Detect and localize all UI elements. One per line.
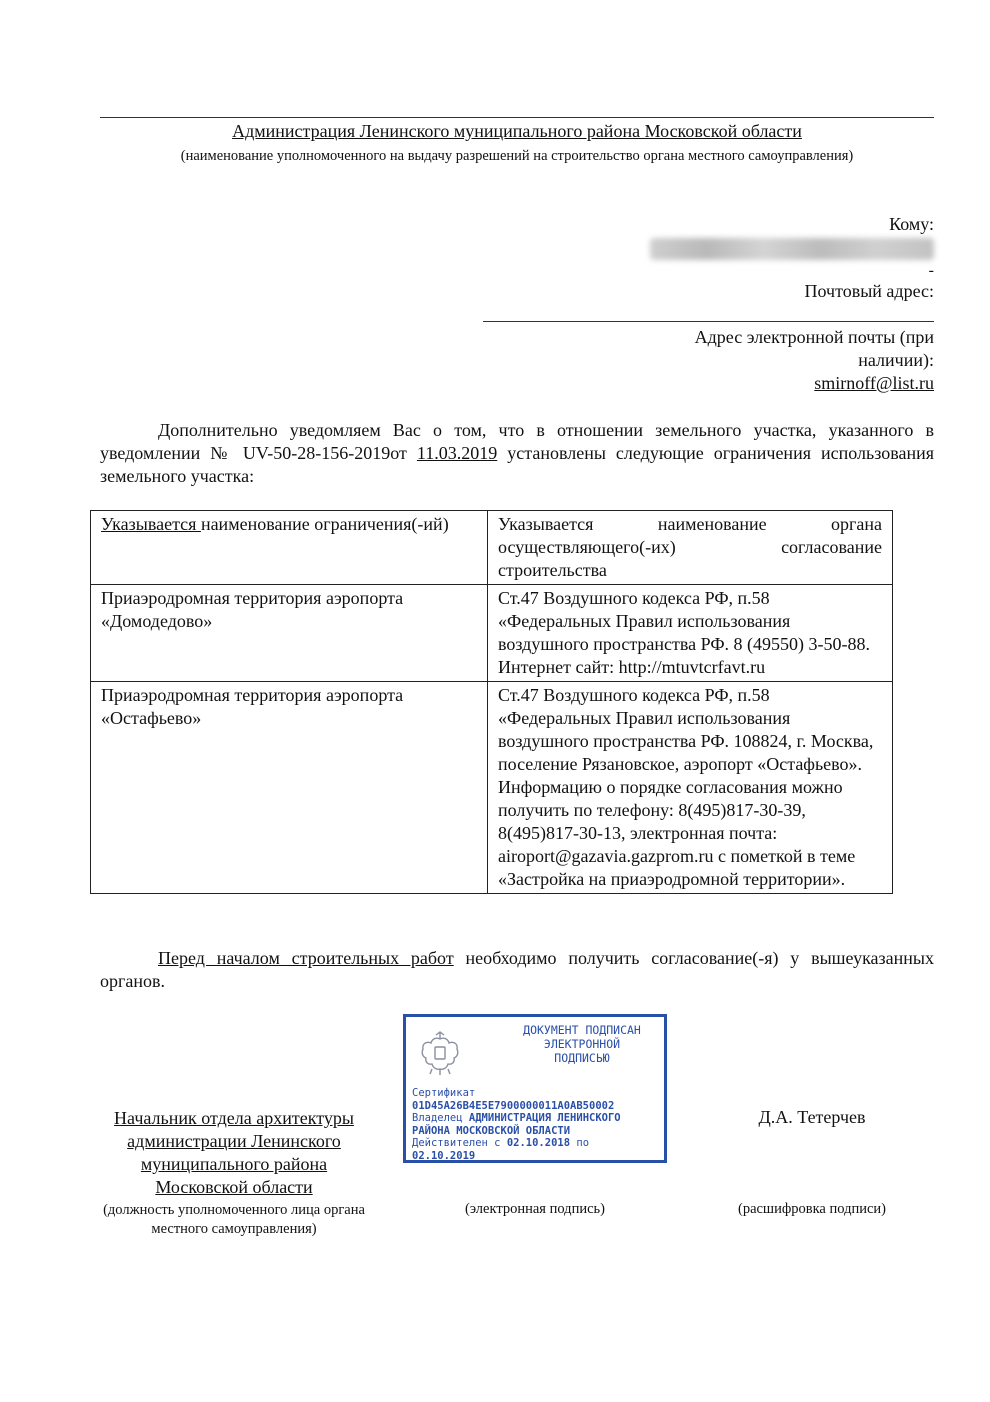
table-row [91,682,893,894]
intro-paragraph: Дополнительно уведомляем Вас о том, что в отношении земельного участка, указанного в уведомлении № UV-50-28-156-2019от 11.03.2019 установлены следующие ограничения использования земельного участка: [100,420,934,486]
redacted-recipient-name [650,238,934,260]
stamp-title: ДОКУМЕНТ ПОДПИСАН ЭЛЕКТРОННОЙ ПОДПИСЬЮ [523,1023,641,1065]
email-link[interactable]: smirnoff@list.ru [814,373,934,393]
name-caption: (расшифровка подписи) [737,1201,887,1217]
header-col2: Указывается наименование органа осуществляющего(-их) согласование строительства [488,511,893,585]
header-col1: Указывается наименование ограничения(-ий) [91,511,488,585]
position-caption: (должность уполномоченного лица органа местного самоуправления) [103,1202,365,1237]
signature-caption: (электронная подпись) [465,1201,605,1217]
table-row [91,585,893,682]
organization-name: Администрация Ленинского муниципального района Московской области [232,121,802,141]
notice-date: 11.03.2019 [416,443,498,463]
postal-address-line [483,321,934,322]
email-label-line2: наличии): [858,350,934,370]
organization-caption: (наименование уполномоченного на выдачу разрешений на строительство органа местного самоуправления) [180,148,854,164]
authority-cell: Ст.47 Воздушного кодекса РФ, п.58 «Федеральных Правил использования воздушного пространства РФ. 108824, г. Москва, поселение Рязановское, аэропорт «Остафьево». Информацию о порядке согласования можно получить по телефону: 8(495)817-30-39, 8(495)817-30-13, электронная почта: airoport@gazavia.gazprom.ru с пометкой в теме «Застройка на приаэродромной территории». [488,682,893,894]
stamp-details: Сертификат 01D45A26B4E5E7900000011A0AB50002 Владелец АДМИНИСТРАЦИЯ ЛЕНИНСКОГО РАЙОНА МОСКОВСКОЙ ОБЛАСТИ Действителен с 02.10.2018 по 02.10.2019 [412,1087,621,1162]
restriction-cell: Приаэродромная территория аэропорта «Домодедово» [91,585,488,682]
email-label-line1: Адрес электронной почты (при [694,327,934,347]
table-header-row [91,511,893,585]
electronic-signature-stamp [403,1014,667,1163]
recipient-dash: - [928,262,934,279]
russian-coat-of-arms-icon [416,1029,464,1077]
signatory-name: Д.А. Тетерчев [758,1107,866,1127]
recipient-label: Кому: [889,214,934,234]
signatory-position: Начальник отдела архитектуры администрации Ленинского муниципального района Московской области [114,1108,354,1197]
top-rule [100,117,934,118]
restrictions-table [90,510,893,894]
restriction-cell: Приаэродромная территория аэропорта «Остафьево» [91,682,488,894]
closing-paragraph: Перед началом строительных работ необходимо получить согласование(-я) у вышеуказанных органов. [100,948,934,991]
authority-cell: Ст.47 Воздушного кодекса РФ, п.58 «Федеральных Правил использования воздушного пространства РФ. 8 (49550) 3-50-88. Интернет сайт: http://mtuvtcrfavt.ru [488,585,893,682]
postal-address-label: Почтовый адрес: [804,281,934,301]
